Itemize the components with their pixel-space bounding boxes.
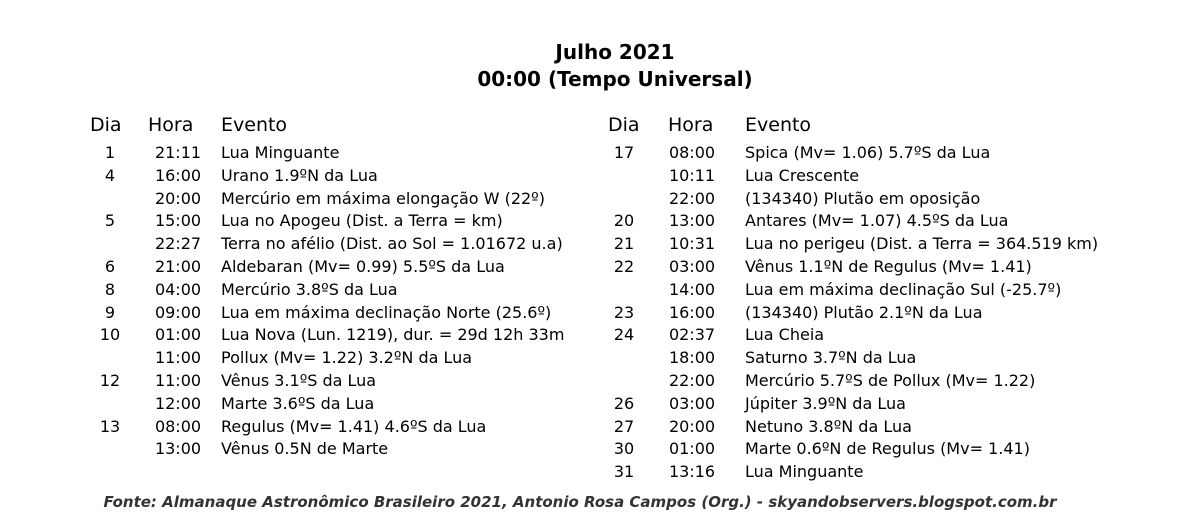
cell-dia: 22: [613, 256, 635, 276]
cell-hora: 14:00: [668, 279, 716, 299]
cell-evento: Lua Nova (Lun. 1219), dur. = 29d 12h 33m: [221, 325, 565, 345]
cell-evento: Aldebaran (Mv= 0.99) 5.5ºS da Lua: [221, 256, 505, 276]
cell-evento: (134340) Plutão 2.1ºN da Lua: [745, 302, 983, 322]
cell-dia: 21: [613, 234, 635, 254]
page-subtitle: 00:00 (Tempo Universal): [477, 67, 753, 91]
cell-hora: 21:00: [154, 256, 202, 276]
cell-dia: 5: [104, 211, 116, 231]
cell-hora: 16:00: [154, 165, 202, 185]
cell-hora: 16:00: [668, 302, 716, 322]
cell-dia: 26: [613, 393, 635, 413]
cell-dia: 4: [104, 165, 116, 185]
page-title: Julho 2021: [555, 40, 675, 64]
cell-evento: Lua Cheia: [745, 325, 825, 345]
cell-evento: Netuno 3.8ºN da Lua: [745, 416, 912, 436]
cell-hora: 04:00: [154, 279, 202, 299]
cell-hora: 13:00: [154, 439, 202, 459]
cell-hora: 01:00: [668, 439, 716, 459]
cell-hora: 12:00: [154, 393, 202, 413]
cell-hora: 03:00: [668, 256, 716, 276]
cell-hora: 08:00: [668, 143, 716, 162]
cell-evento: Urano 1.9ºN da Lua: [221, 165, 378, 185]
header-dia: Dia: [90, 114, 122, 136]
cell-evento: Lua no perigeu (Dist. a Terra = 364.519 km): [745, 234, 1099, 254]
cell-evento: Antares (Mv= 1.07) 4.5ºS da Lua: [745, 211, 1009, 231]
header-evento: Evento: [745, 114, 812, 136]
cell-hora: 03:00: [668, 393, 716, 413]
cell-dia: 12: [99, 370, 121, 390]
cell-evento: (134340) Plutão em oposição: [745, 188, 981, 208]
cell-hora: 15:00: [154, 211, 202, 231]
cell-evento: Terra no afélio (Dist. ao Sol = 1.01672 u.a): [221, 234, 563, 254]
cell-evento: Marte 3.6ºS da Lua: [221, 393, 375, 413]
cell-dia: 8: [104, 279, 116, 299]
source-footer: Fonte: Almanaque Astronômico Brasileiro 2021, Antonio Rosa Campos (Org.) - skyandobservers.blogspot.com.br: [103, 493, 1057, 511]
header-dia: Dia: [608, 114, 640, 136]
cell-hora: 20:00: [154, 188, 202, 208]
cell-evento: Júpiter 3.9ºN da Lua: [745, 393, 906, 413]
cell-dia: 31: [613, 462, 635, 482]
cell-hora: 11:00: [154, 348, 202, 368]
cell-hora: 13:00: [668, 211, 716, 231]
cell-hora: 21:11: [154, 143, 202, 162]
cell-evento: Mercúrio 3.8ºS da Lua: [221, 279, 398, 299]
cell-hora: 22:00: [668, 188, 716, 208]
cell-dia: 6: [104, 256, 116, 276]
cell-dia: 1: [104, 143, 116, 162]
cell-evento: Mercúrio em máxima elongação W (22º): [221, 188, 545, 208]
cell-dia: 27: [613, 416, 635, 436]
cell-evento: Lua Minguante: [745, 462, 864, 482]
cell-dia: 24: [613, 325, 635, 345]
cell-dia: 9: [104, 302, 116, 322]
cell-evento: Lua no Apogeu (Dist. a Terra = km): [221, 211, 503, 231]
cell-evento: Mercúrio 5.7ºS de Pollux (Mv= 1.22): [745, 370, 1036, 390]
cell-hora: 10:11: [668, 165, 716, 185]
cell-dia: 20: [613, 211, 635, 231]
cell-evento: Spica (Mv= 1.06) 5.7ºS da Lua: [745, 143, 991, 162]
cell-evento: Vênus 3.1ºS da Lua: [221, 370, 377, 390]
header-evento: Evento: [221, 114, 288, 136]
cell-evento: Vênus 0.5N de Marte: [221, 439, 389, 459]
header-hora: Hora: [668, 114, 714, 136]
cell-hora: 02:37: [668, 325, 716, 345]
cell-dia: 13: [99, 416, 121, 436]
cell-hora: 10:31: [668, 234, 716, 254]
cell-dia: 23: [613, 302, 635, 322]
cell-evento: Regulus (Mv= 1.41) 4.6ºS da Lua: [221, 416, 487, 436]
cell-dia: 17: [613, 143, 635, 162]
cell-evento: Saturno 3.7ºN da Lua: [745, 348, 917, 368]
cell-evento: Lua Minguante: [221, 143, 340, 162]
cell-hora: 01:00: [154, 325, 202, 345]
cell-evento: Vênus 1.1ºN de Regulus (Mv= 1.41): [745, 256, 1032, 276]
cell-evento: Lua em máxima declinação Sul (-25.7º): [745, 279, 1062, 299]
cell-hora: 22:27: [154, 234, 202, 254]
cell-dia: 10: [99, 325, 121, 345]
cell-hora: 13:16: [668, 462, 716, 482]
cell-hora: 18:00: [668, 348, 716, 368]
cell-hora: 22:00: [668, 370, 716, 390]
cell-evento: Marte 0.6ºN de Regulus (Mv= 1.41): [745, 439, 1030, 459]
cell-hora: 08:00: [154, 416, 202, 436]
header-hora: Hora: [148, 114, 194, 136]
cell-hora: 09:00: [154, 302, 202, 322]
cell-evento: Pollux (Mv= 1.22) 3.2ºN da Lua: [221, 348, 473, 368]
cell-hora: 20:00: [668, 416, 716, 436]
cell-evento: Lua em máxima declinação Norte (25.6º): [221, 302, 552, 322]
cell-dia: 30: [613, 439, 635, 459]
cell-evento: Lua Crescente: [745, 165, 860, 185]
cell-hora: 11:00: [154, 370, 202, 390]
